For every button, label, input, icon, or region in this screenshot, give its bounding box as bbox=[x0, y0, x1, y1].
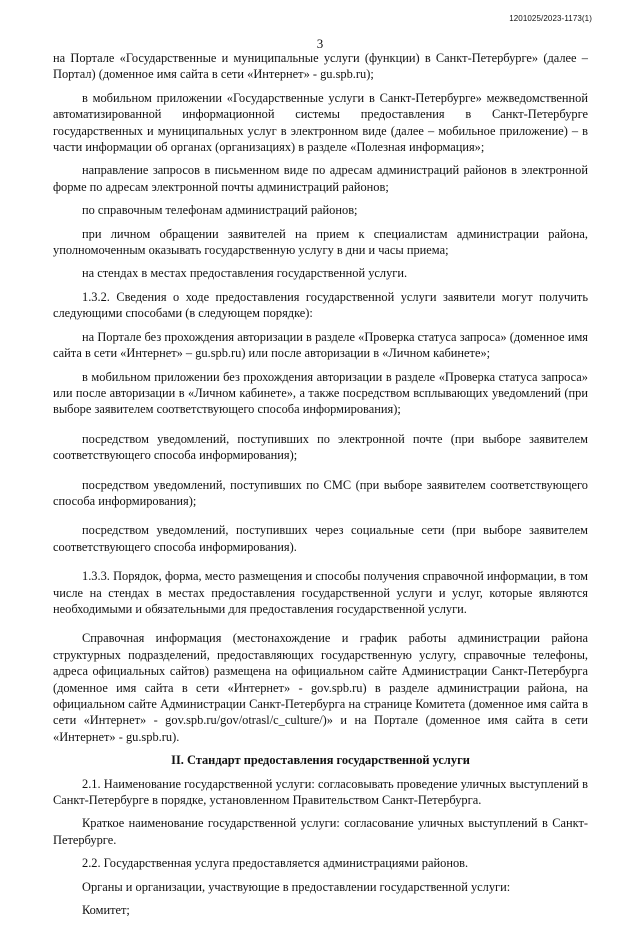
paragraph-1-3-3: 1.3.3. Порядок, форма, место размещения и способы получения справочной информации, в том числе на стендах в местах предоставления государственной услуги и услуг, которые являются необходимыми и обязательными для предоставления государственной услуги. bbox=[53, 569, 588, 616]
paragraph-committee: Комитет; bbox=[82, 903, 130, 918]
paragraph-personal-visit: при личном обращении заявителей на прием к специалистам администрации района, уполномоченным оказывать государственную услугу в дни и часы приема; bbox=[53, 226, 588, 258]
paragraph-reference-info: Справочная информация (местонахождение и график работы администрации района структурных подразделений, предоставляющих государственную услугу, справочные телефоны, адреса официальных сайтов) размещена на официальном сайте Администрации Санкт-Петербурга (доменное имя сайта в сети «Интернет» - gov.spb.ru) в разделе администрации района, на официальном сайте Администрации Санкт-Петербурга на странице Комитета (доменное имя сайта в сети «Интернет» - gov.spb.ru/gov/otrasl/c_culture/)» и на Портале (доменное имя сайта в сети «Интернет» - gu.spb.ru). bbox=[53, 631, 588, 744]
paragraph-mobile-app: в мобильном приложении «Государственные услуги в Санкт-Петербурге» межведомственной автоматизированной информационной системы предоставления в Санкт-Петербурге государственных и муниципальных услуг в электронном виде (далее – мобильное приложение) – в части информации об органах (организациях) в разделе «Полезная информация»; bbox=[53, 90, 588, 155]
paragraph-portal-status: на Портале без прохождения авторизации в разделе «Проверка статуса запроса» (доменное имя сайта в сети «Интернет» – gu.spb.ru) или после авторизации в «Личном кабинете»; bbox=[53, 329, 588, 361]
page-number: 3 bbox=[316, 36, 324, 51]
paragraph-phones: по справочным телефонам администраций районов; bbox=[82, 203, 358, 218]
paragraph-2-1: 2.1. Наименование государственной услуги: согласовывать проведение уличных выступлений в Санкт-Петербурге в порядке, установленном Правительством Санкт-Петербурга. bbox=[53, 776, 588, 808]
paragraph-email-notice: посредством уведомлений, поступивших по электронной почте (при выборе заявителем соответствующего способа информирования); bbox=[53, 431, 588, 463]
document-number: 1201025/2023-1173(1) bbox=[509, 14, 592, 23]
paragraph-mobile-status: в мобильном приложении без прохождения авторизации в разделе «Проверка статуса запроса» или после авторизации в «Личном кабинете», а также посредством всплывающих уведомлений (при выборе заявителем соответствующего способа информирования); bbox=[53, 369, 588, 417]
paragraph-stands: на стендах в местах предоставления государственной услуги. bbox=[82, 266, 408, 281]
paragraph-social-notice: посредством уведомлений, поступивших через социальные сети (при выборе заявителем соответствующего способа информирования). bbox=[53, 523, 588, 554]
paragraph-sms-notice: посредством уведомлений, поступивших по СМС (при выборе заявителем соответствующего способа информирования); bbox=[53, 477, 588, 508]
paragraph-1-3-2: 1.3.2. Сведения о ходе предоставления государственной услуги заявители могут получить следующими способами (в следующем порядке): bbox=[53, 289, 588, 321]
document-body bbox=[53, 50, 588, 925]
paragraph-portal: на Портале «Государственные и муниципальные услуги (функции) в Санкт-Петербурге» (далее – Портал) (доменное имя сайта в сети «Интернет» - gu.spb.ru); bbox=[53, 51, 588, 82]
paragraph-2-2: 2.2. Государственная услуга предоставляется администрациями районов. bbox=[82, 856, 469, 871]
paragraph-written-requests: направление запросов в письменном виде по адресам администраций районов в электронной форме по адресам электронной почты администраций районов; bbox=[53, 163, 588, 194]
paragraph-short-name: Краткое наименование государственной услуги: согласование уличных выступлений в Санкт-Петербурге. bbox=[53, 816, 588, 847]
paragraph-participants: Органы и организации, участвующие в предоставлении государственной услуги: bbox=[82, 879, 511, 894]
section-title: II. Стандарт предоставления государственной услуги bbox=[171, 753, 470, 768]
